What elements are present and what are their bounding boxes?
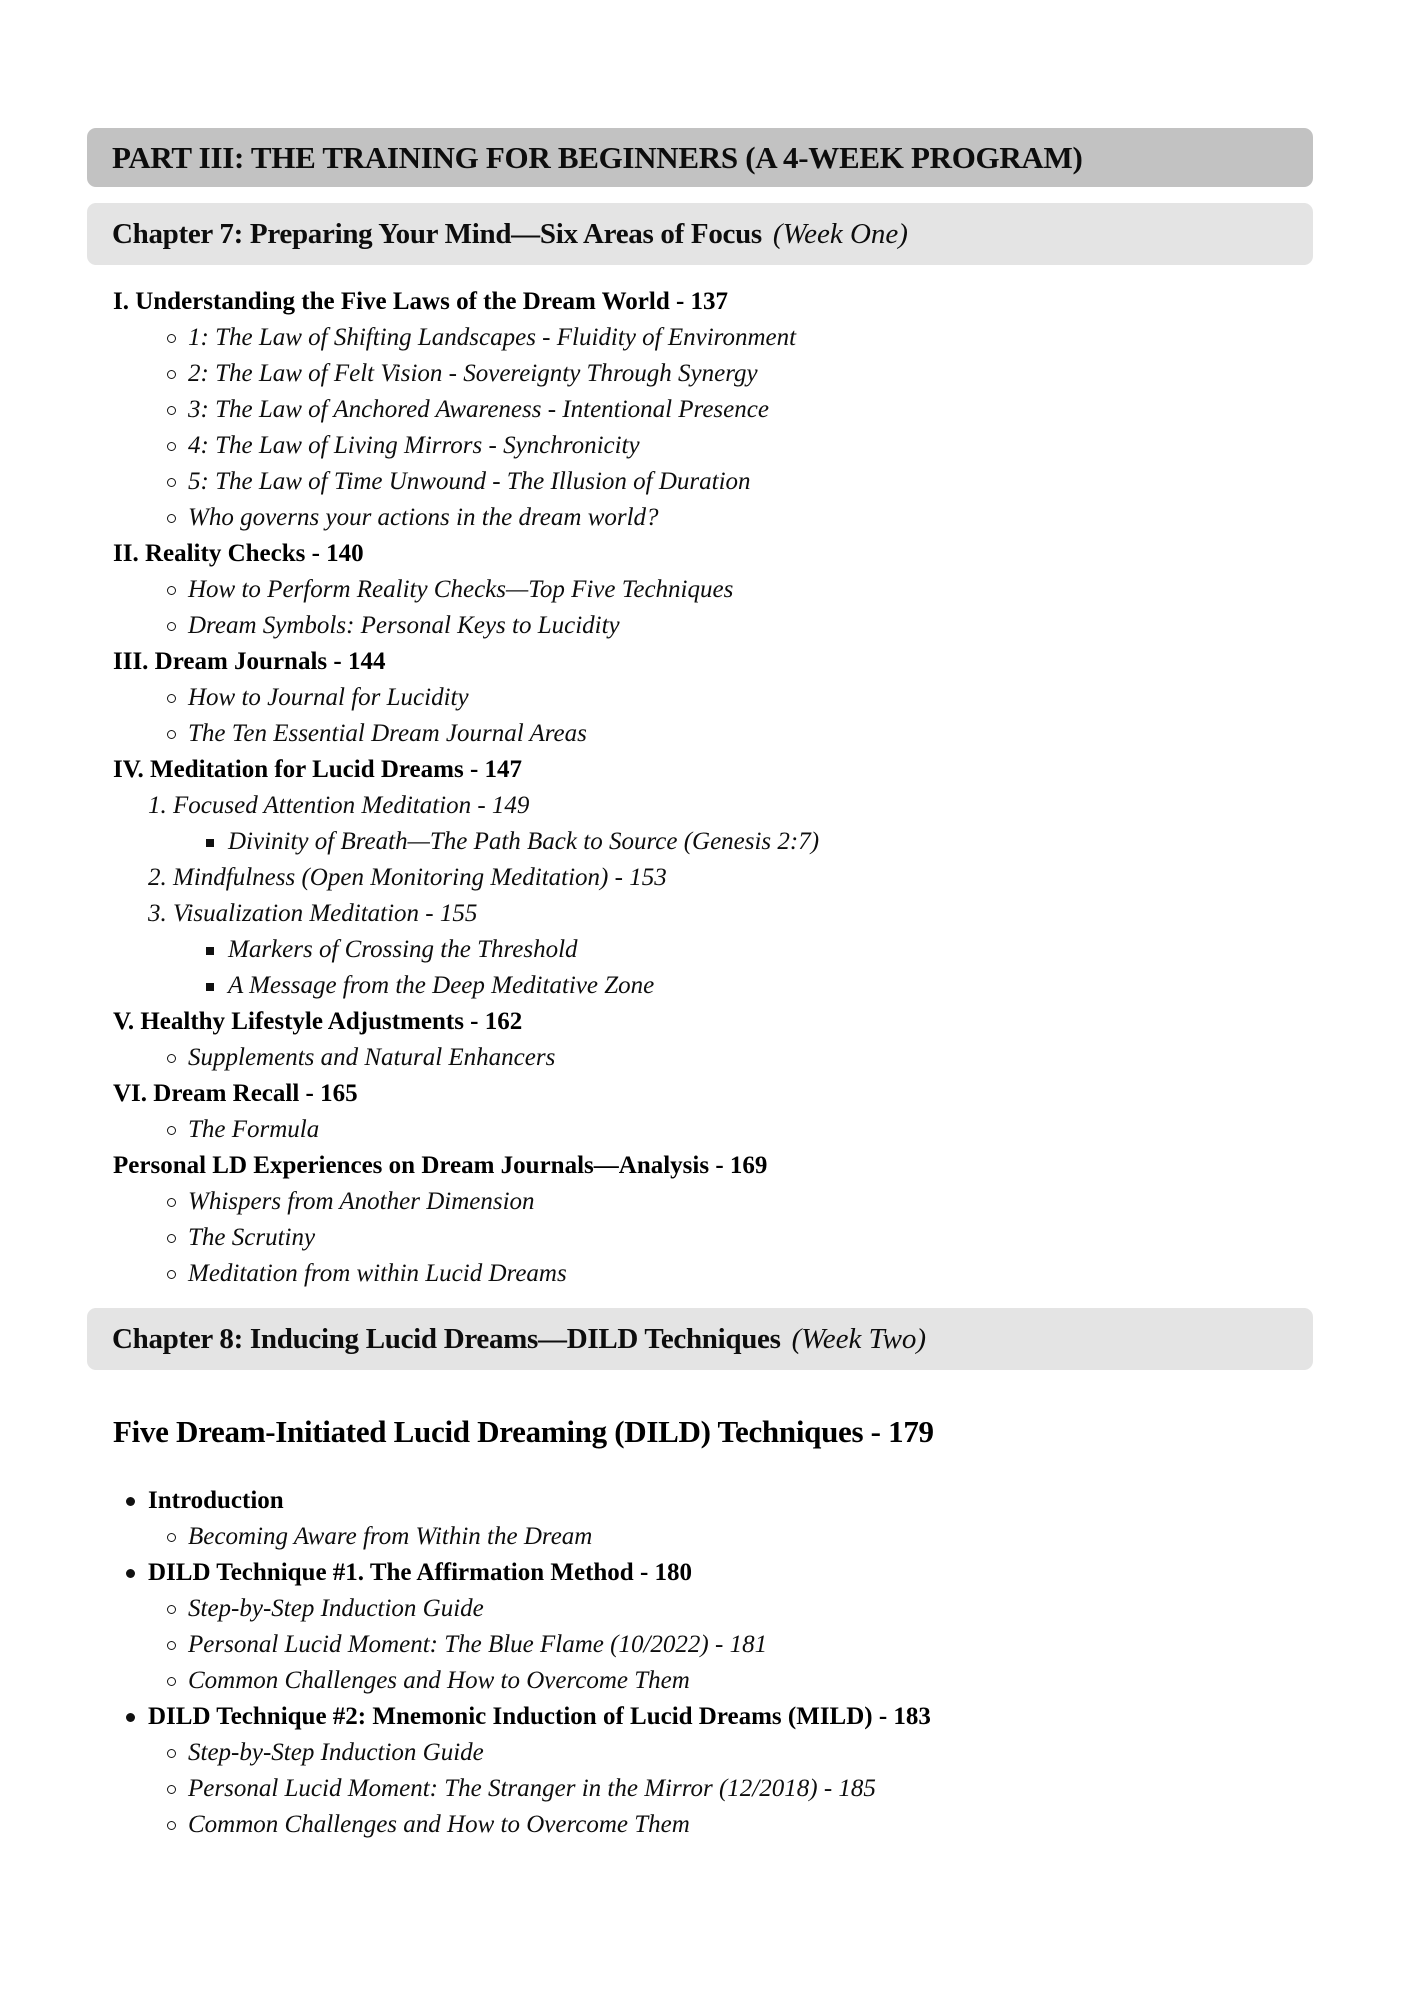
toc-list-item [113, 1699, 1414, 1735]
circle-bullet-icon [167, 622, 176, 631]
toc-entry: 1: The Law of Shifting Landscapes - Fluidity of Environment [188, 324, 797, 351]
toc-entry: Markers of Crossing the Threshold [228, 936, 578, 963]
toc-section-heading: II. Reality Checks - 140 [113, 540, 364, 567]
square-bullet-icon [206, 947, 214, 955]
toc-list-item [113, 1256, 1414, 1292]
circle-bullet-icon [167, 586, 176, 595]
toc-entry: Supplements and Natural Enhancers [188, 1044, 556, 1071]
toc-numbered-item [113, 860, 1414, 896]
circle-bullet-icon [167, 1198, 176, 1207]
chapter7-week-label: (Week One) [772, 217, 908, 250]
toc-entry: 3: The Law of Anchored Awareness - Intentional Presence [188, 396, 769, 423]
chapter8-title: Chapter 8: Inducing Lucid Dreams—DILD Techniques [112, 1322, 781, 1355]
toc-list-item [113, 428, 1414, 464]
toc-entry: A Message from the Deep Meditative Zone [228, 972, 655, 999]
toc-list-item [113, 1555, 1414, 1591]
circle-bullet-icon [167, 1749, 176, 1758]
circle-bullet-icon [167, 694, 176, 703]
circle-bullet-icon [167, 1054, 176, 1063]
toc-entry: Step-by-Step Induction Guide [188, 1595, 484, 1622]
toc-entry: Personal Lucid Moment: The Blue Flame (10/2022) - 181 [188, 1631, 768, 1658]
chapter7-title: Chapter 7: Preparing Your Mind—Six Areas of Focus [112, 217, 762, 250]
disc-bullet-icon [126, 1569, 135, 1578]
circle-bullet-icon [167, 406, 176, 415]
toc-list-item [113, 1184, 1414, 1220]
toc-numbered-item [113, 788, 1414, 824]
toc-entry: Common Challenges and How to Overcome Them [188, 1811, 690, 1838]
toc-list-item [113, 1483, 1414, 1519]
toc-list-item [113, 1627, 1414, 1663]
toc-list-item [113, 608, 1414, 644]
toc-sublist [113, 680, 1414, 752]
circle-bullet-icon [167, 334, 176, 343]
toc-list-item [113, 680, 1414, 716]
circle-bullet-icon [167, 1641, 176, 1650]
toc-list-item [113, 356, 1414, 392]
toc-entry: Who governs your actions in the dream world? [188, 504, 659, 531]
toc-sublist [113, 320, 1414, 536]
toc-entry: Step-by-Step Induction Guide [188, 1739, 484, 1766]
part-header-label: PART III: THE TRAINING FOR BEGINNERS (A 4-WEEK PROGRAM) [112, 139, 1083, 175]
disc-bullet-icon [126, 1713, 135, 1722]
toc-entry: Introduction [148, 1487, 284, 1514]
circle-bullet-icon [167, 1126, 176, 1135]
toc-list-item [113, 716, 1414, 752]
disc-bullet-icon [126, 1497, 135, 1506]
toc-entry: Divinity of Breath—The Path Back to Source (Genesis 2:7) [228, 828, 820, 855]
toc-entry: 4: The Law of Living Mirrors - Synchronicity [188, 432, 640, 459]
toc-entry: 3. Visualization Meditation - 155 [148, 900, 478, 927]
toc-section-heading: Personal LD Experiences on Dream Journals—Analysis - 169 [113, 1152, 768, 1179]
square-bullet-icon [206, 983, 214, 991]
toc-sublist [113, 1112, 1414, 1148]
toc-list-item [113, 392, 1414, 428]
toc-entry: 1. Focused Attention Meditation - 149 [148, 792, 530, 819]
circle-bullet-icon [167, 1785, 176, 1794]
circle-bullet-icon [167, 1234, 176, 1243]
chapter7-header-bar [87, 203, 1313, 265]
toc-list-item [113, 320, 1414, 356]
toc-list-item [113, 1663, 1414, 1699]
toc-entry: 5: The Law of Time Unwound - The Illusion of Duration [188, 468, 751, 495]
toc-numbered-item [113, 896, 1414, 932]
circle-bullet-icon [167, 1677, 176, 1686]
toc-entry: Whispers from Another Dimension [188, 1188, 535, 1215]
circle-bullet-icon [167, 442, 176, 451]
toc-list-item [113, 1040, 1414, 1076]
toc-sublist [113, 572, 1414, 644]
toc-list-item [113, 932, 1414, 968]
toc-list-item [113, 572, 1414, 608]
toc-section-heading: IV. Meditation for Lucid Dreams - 147 [113, 756, 523, 783]
toc-section-heading: I. Understanding the Five Laws of the Dream World - 137 [113, 288, 729, 315]
toc-entry: Common Challenges and How to Overcome Them [188, 1667, 690, 1694]
chapter8-toc [113, 1483, 1414, 1843]
toc-list-item [113, 968, 1414, 1004]
toc-section-heading: V. Healthy Lifestyle Adjustments - 162 [113, 1008, 523, 1035]
toc-list [113, 1483, 1414, 1843]
part-header-bar [87, 128, 1313, 187]
toc-entry: DILD Technique #1. The Affirmation Method - 180 [148, 1559, 693, 1586]
circle-bullet-icon [167, 1605, 176, 1614]
toc-entry: How to Journal for Lucidity [188, 684, 469, 711]
chapter7-toc [113, 284, 1414, 1292]
toc-entry: 2: The Law of Felt Vision - Sovereignty Through Synergy [188, 360, 758, 387]
toc-list-item [113, 464, 1414, 500]
toc-sublist [113, 1040, 1414, 1076]
toc-list-item [113, 1519, 1414, 1555]
square-bullet-icon [206, 839, 214, 847]
toc-section-heading: III. Dream Journals - 144 [113, 648, 386, 675]
toc-entry: Dream Symbols: Personal Keys to Lucidity [188, 612, 620, 639]
toc-sublist [113, 1184, 1414, 1292]
circle-bullet-icon [167, 1270, 176, 1279]
toc-entry: The Scrutiny [188, 1224, 316, 1251]
dild-techniques-heading: Five Dream-Initiated Lucid Dreaming (DILD) Techniques - 179 [113, 1414, 934, 1449]
toc-list-item [113, 824, 1414, 860]
chapter8-header-bar [87, 1308, 1313, 1370]
toc-entry: The Formula [188, 1116, 320, 1143]
toc-list-item [113, 500, 1414, 536]
toc-list-item [113, 1735, 1414, 1771]
circle-bullet-icon [167, 1821, 176, 1830]
toc-list-item [113, 1807, 1414, 1843]
toc-entry: Meditation from within Lucid Dreams [188, 1260, 567, 1287]
circle-bullet-icon [167, 478, 176, 487]
toc-list-item [113, 1591, 1414, 1627]
circle-bullet-icon [167, 514, 176, 523]
circle-bullet-icon [167, 1533, 176, 1542]
toc-section-heading: VI. Dream Recall - 165 [113, 1080, 358, 1107]
toc-entry: 2. Mindfulness (Open Monitoring Meditation) - 153 [148, 864, 667, 891]
toc-list-item [113, 1220, 1414, 1256]
circle-bullet-icon [167, 730, 176, 739]
toc-entry: How to Perform Reality Checks—Top Five Techniques [188, 576, 734, 603]
toc-entry: Becoming Aware from Within the Dream [188, 1523, 593, 1550]
chapter8-week-label: (Week Two) [791, 1322, 927, 1355]
toc-entry: The Ten Essential Dream Journal Areas [188, 720, 587, 747]
circle-bullet-icon [167, 370, 176, 379]
toc-list-item [113, 1771, 1414, 1807]
toc-list-item [113, 1112, 1414, 1148]
toc-entry: DILD Technique #2: Mnemonic Induction of Lucid Dreams (MILD) - 183 [148, 1703, 931, 1730]
toc-entry: Personal Lucid Moment: The Stranger in the Mirror (12/2018) - 185 [188, 1775, 876, 1802]
toc-sublist [113, 788, 1414, 1004]
